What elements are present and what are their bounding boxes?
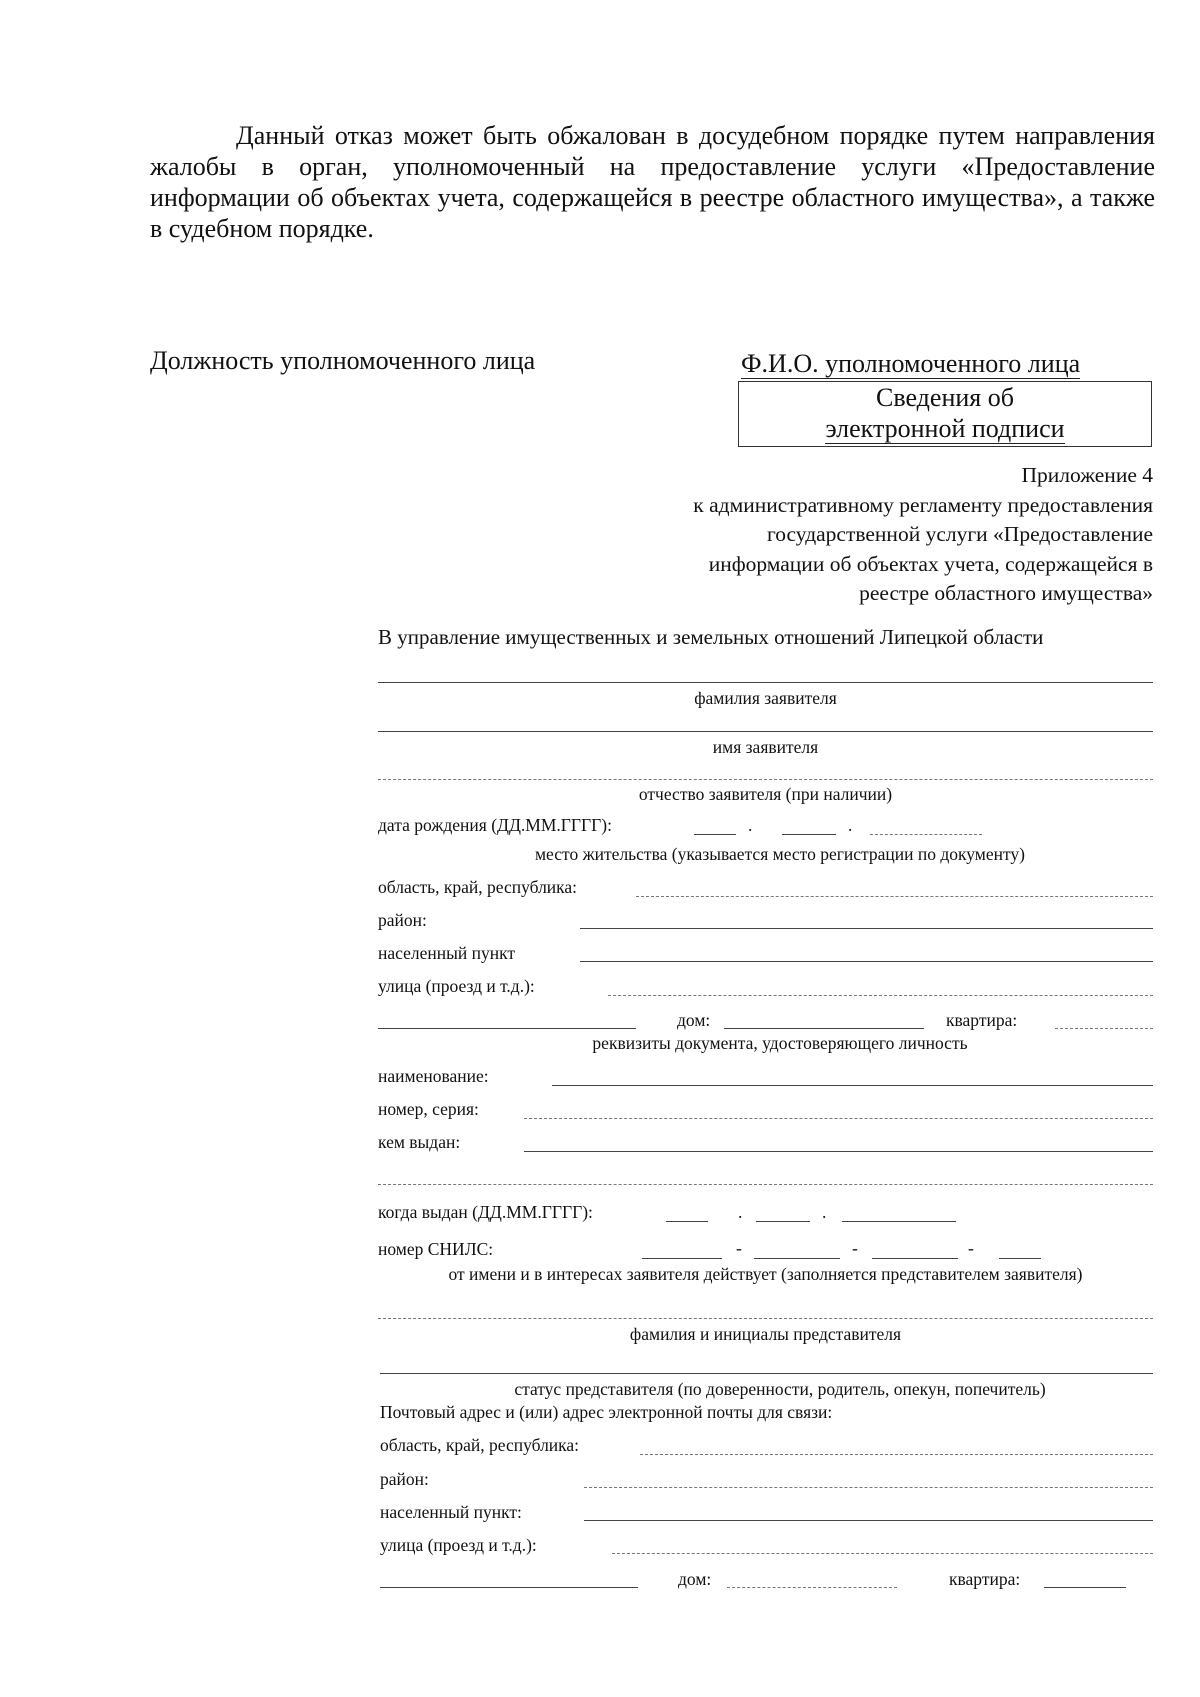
snils-part-3[interactable] [872,1258,958,1259]
issue-year-field[interactable] [842,1221,956,1222]
street-field[interactable] [608,995,1153,996]
doc-number-label: номер, серия: [378,1099,479,1119]
apartment-label: квартира: [946,1010,1018,1030]
annex-line-1: Приложение 4 [1021,463,1153,487]
birth-year-field[interactable] [870,834,982,835]
postal-region-label: область, край, республика: [380,1435,580,1455]
electronic-signature-box [738,381,1152,447]
rep-status-field[interactable] [380,1373,1153,1374]
name-field[interactable] [378,731,1153,732]
id-doc-heading: реквизиты документа, удостоверяющего личность [592,1033,968,1053]
snils-part-1[interactable] [642,1258,722,1259]
surname-field[interactable] [378,682,1153,683]
annex-line-5: реестре областного имущества» [859,581,1153,605]
doc-issue-date-label: когда выдан (ДД.ММ.ГГГГ): [378,1202,593,1222]
postal-locality-label: населенный пункт: [380,1502,522,1522]
street-label: улица (проезд и т.д.): [378,976,535,996]
birth-date-label: дата рождения (ДД.ММ.ГГГГ): [378,815,612,835]
doc-issuer-field[interactable] [524,1151,1153,1152]
snils-part-4[interactable] [999,1258,1041,1259]
name-caption: имя заявителя [712,737,819,757]
esig-line-1: Сведения об [876,383,1014,412]
doc-issuer-field-2[interactable] [378,1184,1153,1185]
postal-street-label: улица (проезд и т.д.): [380,1535,537,1555]
refusal-appeal-paragraph [150,120,1155,244]
snils-part-2[interactable] [754,1258,840,1259]
postal-district-label: район: [380,1469,429,1489]
annex-header [553,461,1153,609]
fio-label: Ф.И.О. уполномоченного лица [741,349,1081,378]
birth-month-field[interactable] [782,834,836,835]
date-separator: . [848,815,853,835]
snils-dash: - [736,1238,742,1258]
postal-street-field[interactable] [612,1553,1153,1554]
rep-name-caption: фамилия и инициалы представителя [629,1324,902,1344]
postal-heading: Почтовый адрес и (или) адрес электронной почты для связи: [380,1402,833,1422]
position-label: Должность уполномоченного лица [150,346,536,375]
postal-apartment-label: квартира: [949,1569,1021,1589]
snils-dash: - [852,1238,858,1258]
rep-status-caption: статус представителя (по доверенности, родитель, опекун, попечитель) [514,1379,1046,1399]
refusal-appeal-text: Данный отказ может быть обжалован в досудебном порядке путем направления жалобы в орган, уполномоченный на предоставление услуги «Предоставление информации об объектах учета, содержащейся в реестре областного имущества», а также в судебном порядке. [150,121,1155,243]
addressee: В управление имущественных и земельных отношений Липецкой области [378,625,1044,649]
region-field[interactable] [636,896,1153,897]
doc-number-field[interactable] [524,1118,1153,1119]
address-extra-field[interactable] [378,1028,636,1029]
rep-name-field[interactable] [378,1318,1153,1319]
birth-day-field[interactable] [694,834,736,835]
annex-line-3: государственной услуги «Предоставление [766,522,1153,546]
postal-district-field[interactable] [584,1487,1153,1488]
issue-month-field[interactable] [756,1221,810,1222]
date-separator: . [748,815,753,835]
locality-field[interactable] [580,961,1153,962]
doc-name-label: наименование: [378,1066,489,1086]
postal-apartment-field[interactable] [1044,1587,1126,1588]
snils-label: номер СНИЛС: [378,1239,494,1259]
date-separator: . [738,1202,743,1222]
representative-heading: от имени и в интересах заявителя действует (заполняется представителем заявителя) [448,1264,1083,1284]
esig-line-2: электронной подписи [825,414,1065,443]
doc-name-field[interactable] [552,1085,1153,1086]
issue-day-field[interactable] [666,1221,708,1222]
locality-label: населенный пункт [378,943,516,963]
snils-dash: - [968,1238,974,1258]
surname-caption: фамилия заявителя [694,688,837,708]
date-separator: . [822,1202,827,1222]
region-label: область, край, республика: [378,877,578,897]
house-label: дом: [677,1010,711,1030]
apartment-field[interactable] [1055,1028,1153,1029]
doc-issuer-label: кем выдан: [378,1132,461,1152]
postal-house-field[interactable] [727,1587,897,1588]
house-field[interactable] [724,1028,924,1029]
residence-heading: место жительства (указывается место регистрации по документу) [534,844,1026,864]
postal-locality-field[interactable] [584,1520,1153,1521]
postal-region-field[interactable] [640,1454,1153,1455]
annex-line-4: информации об объектах учета, содержащейся в [708,551,1153,576]
postal-extra-field[interactable] [380,1587,638,1588]
district-label: район: [378,910,427,930]
postal-house-label: дом: [678,1569,712,1589]
district-field[interactable] [580,928,1153,929]
patronymic-caption: отчество заявителя (при наличии) [638,784,893,804]
annex-line-2: к административному регламенту предоставления [693,492,1153,517]
patronymic-field[interactable] [378,779,1153,780]
